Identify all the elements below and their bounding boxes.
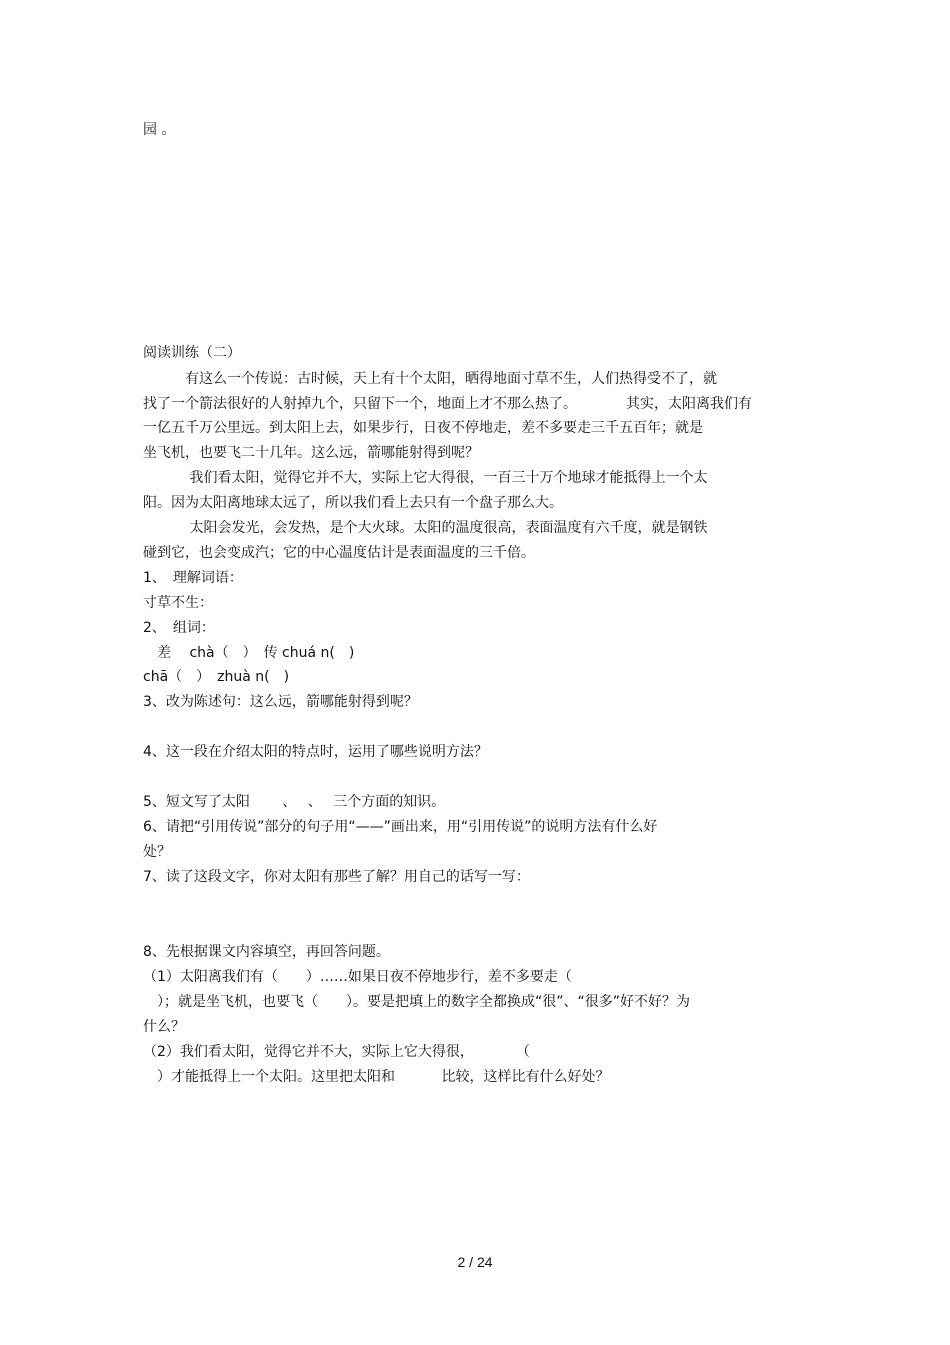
- section-heading: 阅读训练（二）: [143, 345, 241, 361]
- text-line: 找了一个箭法很好的人射掉九个，只留下一个，地面上才不那么热了。 其实，太阳离我们有: [143, 396, 752, 412]
- text-line: （1）太阳离我们有（ ）……如果日夜不停地步行，差不多要走（: [143, 969, 572, 985]
- page-number: 2 / 24: [457, 1254, 493, 1270]
- text-line: 一亿五千万公里远。到太阳上去，如果步行，日夜不停地走，差不多要走三千五百年；就是: [143, 420, 703, 436]
- text-line: 园 。: [143, 122, 176, 138]
- text-line: 有这么一个传说：古时候，天上有十个太阳，晒得地面寸草不生，人们热得受不了，就: [143, 371, 717, 387]
- question-5: 5、短文写了太阳 、 、 三个方面的知识。: [143, 794, 446, 810]
- question-6: 6、请把“引用传说”部分的句子用“——”画出来，用“引用传说”的说明方法有什么好: [143, 819, 658, 835]
- question-4: 4、这一段在介绍太阳的特点时，运用了哪些说明方法？: [143, 744, 488, 760]
- text-line: 我们看太阳，觉得它并不大，实际上它大得很，一百三十万个地球才能抵得上一个太: [143, 470, 708, 486]
- text-line: ）才能抵得上一个太阳。这里把太阳和 比较，这样比有什么好处？: [143, 1069, 610, 1085]
- question-7: 7、读了这段文字，你对太阳有那些了解？用自己的话写一写：: [143, 869, 530, 885]
- text-line: 处？: [143, 844, 171, 860]
- question-3: 3、改为陈述句：这么远，箭哪能射得到呢？: [143, 694, 418, 710]
- text-line: chā（ ） zhuà n( ): [143, 669, 290, 685]
- text-line: 寸草不生：: [143, 595, 213, 611]
- text-line: 碰到它，也会变成汽；它的中心温度估计是表面温度的三千倍。: [143, 545, 535, 561]
- text-line: （2）我们看太阳，觉得它并不大，实际上它大得很， （: [143, 1044, 530, 1060]
- text-line: 坐飞机，也要飞二十几年。这么远，箭哪能射得到呢？: [143, 445, 479, 461]
- text-line: 差 chà（ ） 传 chuá n( ): [143, 645, 355, 661]
- text-line: 太阳会发光，会发热，是个大火球。太阳的温度很高，表面温度有六千度，就是钢铁: [143, 520, 708, 536]
- question-8: 8、先根据课文内容填空，再回答问题。: [143, 944, 390, 960]
- text-line: 什么？: [143, 1019, 185, 1035]
- text-line: 阳。因为太阳离地球太远了，所以我们看上去只有一个盘子那么大。: [143, 495, 563, 511]
- question-2: 2、 组词：: [143, 620, 215, 636]
- question-1: 1、 理解词语：: [143, 570, 243, 586]
- text-line: ）；就是坐飞机，也要飞（ ）。要是把填上的数字全都换成“很”、“很多”好不好？为: [143, 994, 691, 1010]
